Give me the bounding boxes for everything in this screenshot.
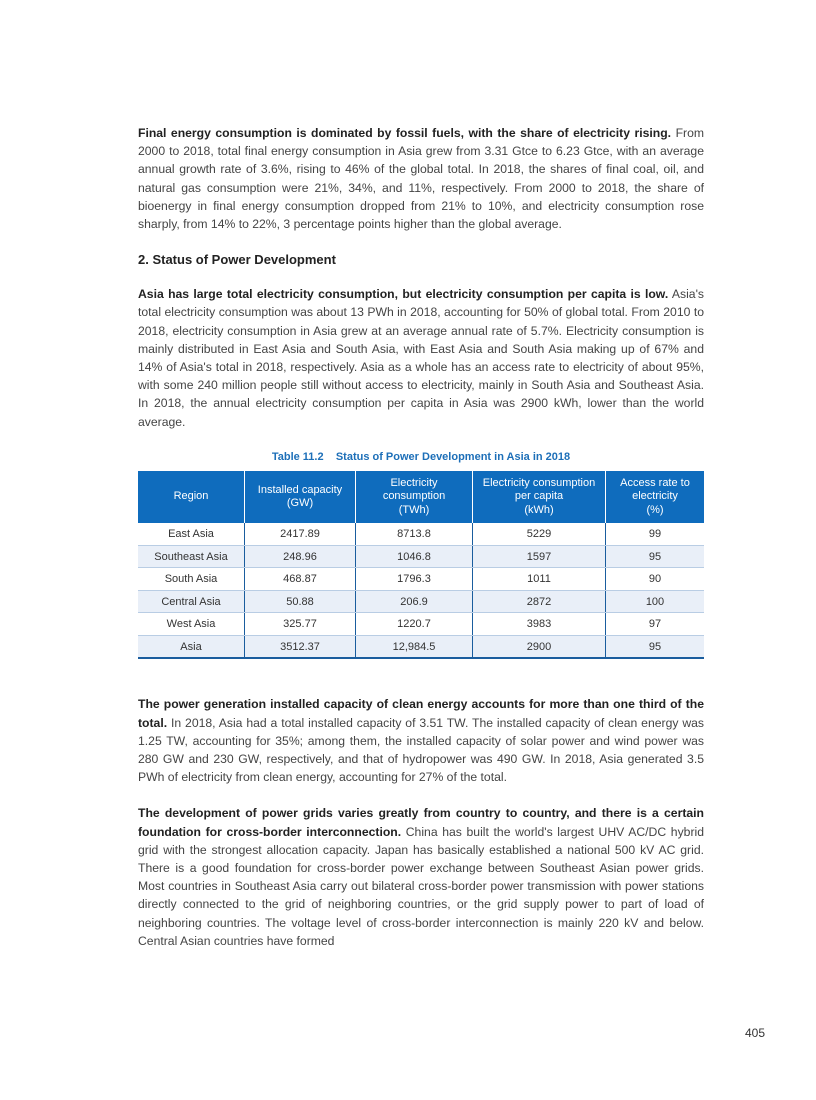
page-content	[138, 124, 704, 950]
column-header-region: Region	[138, 471, 245, 524]
cell-installed-capacity: 2417.89	[245, 523, 356, 545]
paragraph-electricity-consumption	[138, 285, 704, 431]
table-header-row	[138, 471, 704, 524]
cell-access-rate: 90	[606, 568, 705, 591]
cell-region: Southeast Asia	[138, 545, 245, 568]
table-row	[138, 568, 704, 591]
cell-electricity-consumption: 206.9	[356, 590, 473, 613]
cell-installed-capacity: 3512.37	[245, 635, 356, 658]
cell-per-capita: 1011	[473, 568, 606, 591]
table-row-total	[138, 635, 704, 658]
cell-region: East Asia	[138, 523, 245, 545]
table-row	[138, 590, 704, 613]
cell-region: South Asia	[138, 568, 245, 591]
cell-per-capita: 1597	[473, 545, 606, 568]
cell-electricity-consumption: 1796.3	[356, 568, 473, 591]
cell-installed-capacity: 468.87	[245, 568, 356, 591]
column-header-installed-capacity: Installed capacity (GW)	[245, 471, 356, 524]
cell-region: Central Asia	[138, 590, 245, 613]
paragraph-final-energy	[138, 124, 704, 233]
cell-per-capita: 2900	[473, 635, 606, 658]
paragraph-body: From 2000 to 2018, total final energy consumption in Asia grew from 3.31 Gtce to 6.23 Gtce, with an average annual growth rate of 3.6%, rising to 46% of the global total. In 2018, the shares of final coal, oil, and natural gas consumption were 21%, 34%, and 11%, respectively. From 2000 to 2018, the share of bioenergy in final energy consumption dropped from 21% to 10%, and electricity consumption rose sharply, from 14% to 22%, 3 percentage points higher than the global average.	[138, 126, 704, 232]
cell-electricity-consumption: 1220.7	[356, 613, 473, 636]
cell-region: West Asia	[138, 613, 245, 636]
table-row	[138, 545, 704, 568]
paragraph-lead: The development of power grids varies greatly from country to country, and there is a certain foundation for cross-border interconnection.	[138, 806, 704, 839]
cell-electricity-consumption: 8713.8	[356, 523, 473, 545]
paragraph-power-grids	[138, 804, 704, 950]
cell-access-rate: 95	[606, 545, 705, 568]
paragraph-body: China has built the world's largest UHV AC/DC hybrid grid with the strongest allocation capacity. Japan has basically established a national 500 kV AC grid. There is a good foundation for cross-border power exchange between Southeast Asian power grids. Most countries in Southeast Asia carry out bilateral cross-border power transmission with power stations directly connected to the grid of neighboring countries, or the grid supply power to part of load of neighboring countries. The voltage level of cross-border interconnection is mainly 220 kV and below. Central Asian countries have formed	[138, 824, 704, 948]
cell-per-capita: 5229	[473, 523, 606, 545]
page-number: 405	[745, 1026, 766, 1040]
cell-installed-capacity: 50.88	[245, 590, 356, 613]
cell-electricity-consumption: 12,984.5	[356, 635, 473, 658]
cell-access-rate: 99	[606, 523, 705, 545]
cell-electricity-consumption: 1046.8	[356, 545, 473, 568]
cell-access-rate: 100	[606, 590, 705, 613]
paragraph-body: Asia's total electricity consumption was about 13 PWh in 2018, accounting for 50% of global total. From 2010 to 2018, electricity consumption in Asia grew at an average annual rate of 5.7%. Electricity consumption is mainly distributed in East Asia and South Asia, with East Asia and South Asia making up of 67% and 14% of Asia's total in 2018, respectively. Asia as a whole has an access rate to electricity of about 95%, with some 240 million people still without access to electricity, mainly in South Asia and Southeast Asia. In 2018, the annual electricity consumption per capita in Asia was 2900 kWh, lower than the world average.	[138, 287, 704, 429]
column-header-electricity-consumption: Electricity consumption (TWh)	[356, 471, 473, 524]
table-row	[138, 613, 704, 636]
cell-per-capita: 2872	[473, 590, 606, 613]
power-development-table	[138, 471, 704, 660]
cell-access-rate: 97	[606, 613, 705, 636]
section-heading: 2. Status of Power Development	[138, 252, 336, 268]
paragraph-lead: Asia has large total electricity consumption, but electricity consumption per capita is low.	[138, 287, 669, 302]
paragraph-clean-energy	[138, 695, 704, 786]
cell-region: Asia	[138, 635, 245, 658]
cell-per-capita: 3983	[473, 613, 606, 636]
cell-access-rate: 95	[606, 635, 705, 658]
column-header-consumption-per-capita: Electricity consumption per capita (kWh)	[473, 471, 606, 524]
paragraph-lead: Final energy consumption is dominated by fossil fuels, with the share of electricity rising.	[138, 126, 672, 140]
paragraph-lead: The power generation installed capacity of clean energy accounts for more than one third of the total.	[138, 697, 704, 730]
paragraph-body: In 2018, Asia had a total installed capacity of 3.51 TW. The installed capacity of clean energy was 1.25 TW, accounting for 35%; among them, the installed capacity of solar power and wind power was 280 GW and 230 GW, respectively, and that of hydropower was 490 GW. In 2018, Asia generated 3.5 PWh of electricity from clean energy, accounting for 27% of the total.	[138, 715, 704, 785]
cell-installed-capacity: 248.96	[245, 545, 356, 568]
table-row	[138, 523, 704, 545]
table-caption: Table 11.2 Status of Power Development in Asia in 2018	[271, 450, 571, 463]
cell-installed-capacity: 325.77	[245, 613, 356, 636]
column-header-access-rate: Access rate to electricity (%)	[606, 471, 705, 524]
